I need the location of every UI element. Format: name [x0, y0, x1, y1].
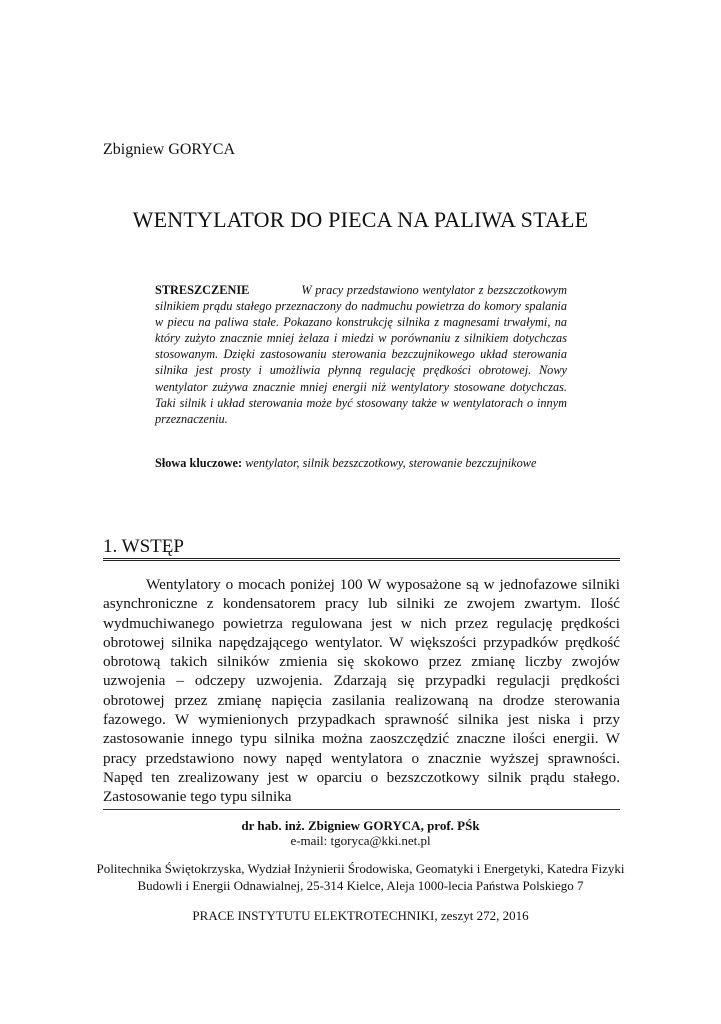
abstract-label: STRESZCZENIE — [155, 283, 250, 297]
footer-author: dr hab. inż. Zbigniew GORYCA, prof. PŚk — [241, 818, 480, 833]
section-divider — [103, 558, 620, 561]
paper-title: WENTYLATOR DO PIECA NA PALIWA STAŁE — [132, 207, 589, 232]
footer-divider — [103, 809, 620, 810]
footer-journal: PRACE INSTYTUTU ELEKTROTECHNIKI, zeszyt 272, 2016 — [192, 908, 529, 923]
keywords-label: Słowa kluczowe: — [155, 456, 243, 470]
footer-affiliation: Politechnika Świętokrzyska, Wydział Inżynierii Środowiska, Geomatyki i Energetyki, Katedra Fizyki Budowli i Energii Odnawialnej, 25-314 Kielce, Aleja 1000-lecia Państwa Polskiego 7 — [96, 861, 625, 893]
intro-paragraph: Wentylatory o mocach poniżej 100 W wyposażone są w jednofazowe silniki asynchroniczne z kondensatorem pracy lub silniki ze zwojem zwartym. Ilość wydmuchiwanego powietrza regulowana jest w nich przez regulację prędkości obrotowej silnika napędzającego wentylator. W większości przypadków prędkość obrotową takich silników zmienia się skokowo przez zmianę liczby zwojów uzwojenia – odczepy uzwojenia. Zdarzają się przypadki regulacji prędkości obrotowej przez zmianę napięcia zasilania realizowaną na drodze sterowania fazowego. W wymienionych przypadkach sprawność silnika jest niska i przy zastosowanie innego typu silnika można zaoszczędzić znaczne ilości energii. W pracy przedstawiono nowy napęd wentylatora o znacznie wyższej sprawności. Napęd ten zrealizowany jest w oparciu o bezszczotkowy silnik prądu stałego. Zastosowanie tego typu silnika — [103, 576, 620, 806]
section-heading: 1. WSTĘP — [103, 536, 184, 557]
footer-email: e-mail: tgoryca@kki.net.pl — [290, 833, 431, 848]
abstract — [155, 282, 567, 427]
abstract-text: W pracy przedstawiono wentylator z bezszczotkowym silnikiem prądu stałego przeznaczony do nadmuchu powietrza do komory spalania w piecu na paliwa stałe. Pokazano konstrukcję silnika z magnesami trwałymi, na który zużyto znacznie mniej żelaza i miedzi w porównaniu z silnikiem dotychczas stosowanym. Dzięki zastosowaniu sterowania bezczujnikowego układ sterowania silnika jest prosty i umożliwia płynną regulację prędkości obrotowej. Nowy wentylator zużywa znacznie mniej energii niż wentylatory stosowane dotychczas. Taki silnik i układ sterowania może być stosowany także w wentylatorach o innym przeznaczeniu. — [155, 283, 567, 426]
author-name: Zbigniew GORYCA — [103, 141, 235, 158]
keywords-text: wentylator, silnik bezszczotkowy, sterowanie bezczujnikowe — [245, 456, 537, 470]
keywords — [155, 455, 567, 471]
